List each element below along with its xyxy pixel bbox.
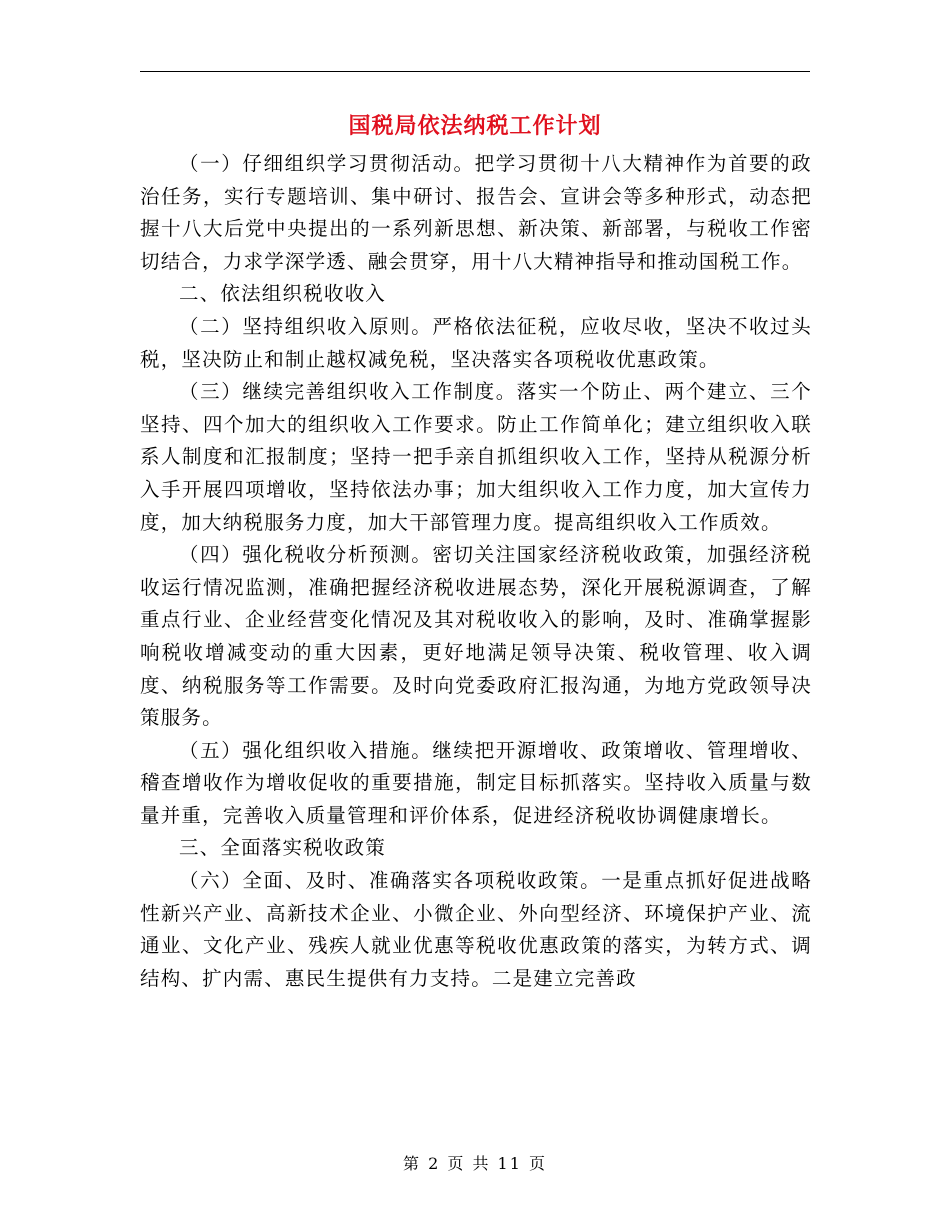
page-label-prefix: 第	[402, 1154, 421, 1173]
paragraph-6: （六）全面、及时、准确落实各项税收政策。一是重点抓好促进战略性新兴产业、高新技术企业、小微企业、外向型经济、环境保护产业、流通业、文化产业、残疾人就业优惠等税收优惠政策的落实，为转方式、调结构、扩内需、惠民生提供有力支持。二是建立完善政	[140, 869, 812, 990]
paragraph-4: （四）强化税收分析预测。密切关注国家经济税收政策，加强经济税收运行情况监测，准确把握经济税收进展态势，深化开展税源调查，了解重点行业、企业经营变化情况及其对税收收入的影响，及时、准确掌握影响税收增减变动的重大因素，更好地满足领导决策、税收管理、收入调度、纳税服务等工作需要。及时向党委政府汇报沟通，为地方党政领导决策服务。	[140, 543, 812, 730]
paragraph-1: （一）仔细组织学习贯彻活动。把学习贯彻十八大精神作为首要的政治任务，实行专题培训、集中研讨、报告会、宣讲会等多种形式，动态把握十八大后党中央提出的一系列新思想、新决策、新部署，与税收工作密切结合，力求学深学透、融会贯穿，用十八大精神指导和推动国税工作。	[140, 152, 812, 273]
paragraph-5: （五）强化组织收入措施。继续把开源增收、政策增收、管理增收、稽查增收作为增收促收的重要措施，制定目标抓落实。坚持收入质量与数量并重，完善收入质量管理和评价体系，促进经济税收协调健康增长。	[140, 738, 812, 827]
paragraph-2: （二）坚持组织收入原则。严格依法征税，应收尽收，坚决不收过头税，坚决防止和制止越权减免税，坚决落实各项税收优惠政策。	[140, 314, 812, 371]
current-page-number: 2	[428, 1154, 441, 1173]
section-heading-2: 二、依法组织税收收入	[179, 282, 387, 306]
page-label-middle: 页 共	[447, 1154, 491, 1173]
paragraph-3: （三）继续完善组织收入工作制度。落实一个防止、两个建立、三个坚持、四个加大的组织收入工作要求。防止工作简单化；建立组织收入联系人制度和汇报制度；坚持一把手亲自抓组织收入工作，坚持从税源分析入手开展四项增收，坚持依法办事；加大组织收入工作力度，加大宣传力度，加大纳税服务力度，加大干部管理力度。提高组织收入工作质效。	[140, 380, 812, 534]
document-body	[140, 148, 812, 995]
document-title: 国税局依法纳税工作计划	[348, 113, 602, 139]
header-rule	[140, 71, 810, 72]
total-pages-number: 11	[497, 1154, 522, 1173]
section-heading-3: 三、全面落实税收政策	[179, 836, 387, 860]
page-label-suffix: 页	[529, 1154, 548, 1173]
page-footer	[0, 1153, 950, 1175]
